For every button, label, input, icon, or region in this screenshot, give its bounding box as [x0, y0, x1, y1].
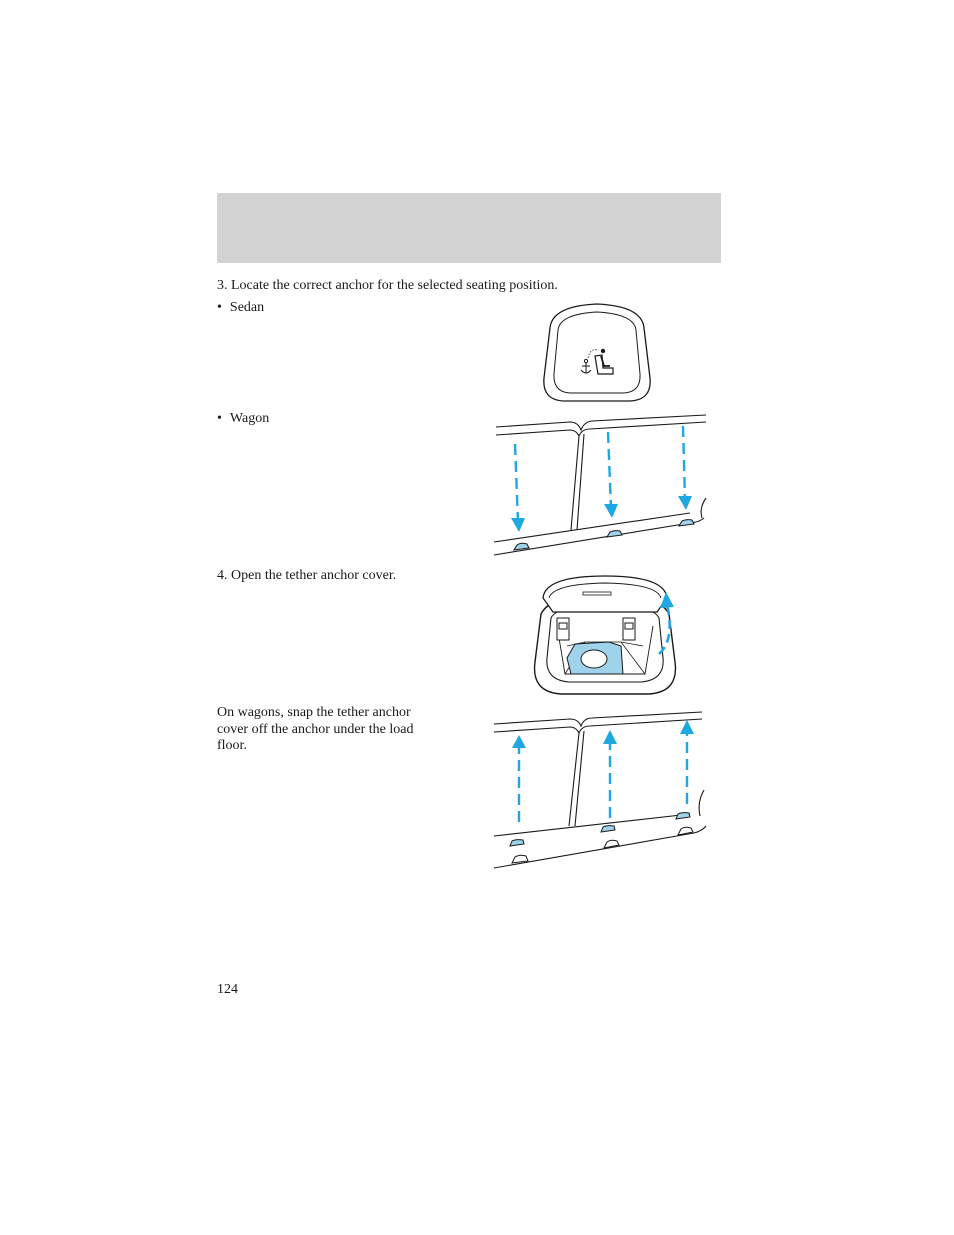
wagon-note-line: floor. [217, 738, 247, 753]
wagon-note-line: On wagons, snap the tether anchor [217, 705, 411, 720]
wagon-note-line: cover off the anchor under the load [217, 721, 414, 737]
step-3-text: 3. Locate the correct anchor for the selected seating position. [217, 278, 558, 293]
bullet-wagon [217, 411, 269, 428]
open-anchor-cover-illustration [525, 570, 685, 698]
wagon-note [217, 705, 413, 755]
step-4-text: 4. Open the tether anchor cover. [217, 568, 397, 583]
wagon-remove-anchor-cover-illustration [490, 708, 710, 873]
header-band [217, 193, 721, 263]
wagon-anchor-location-illustration [490, 410, 710, 560]
bullet-dot: • [217, 411, 222, 426]
bullet-wagon-label: Wagon [229, 411, 270, 426]
bullet-dot: • [217, 300, 222, 315]
bullet-sedan [217, 300, 264, 317]
bullet-sedan-label: Sedan [229, 300, 265, 315]
sedan-anchor-cover-illustration [540, 300, 655, 405]
page-number: 124 [217, 982, 238, 997]
